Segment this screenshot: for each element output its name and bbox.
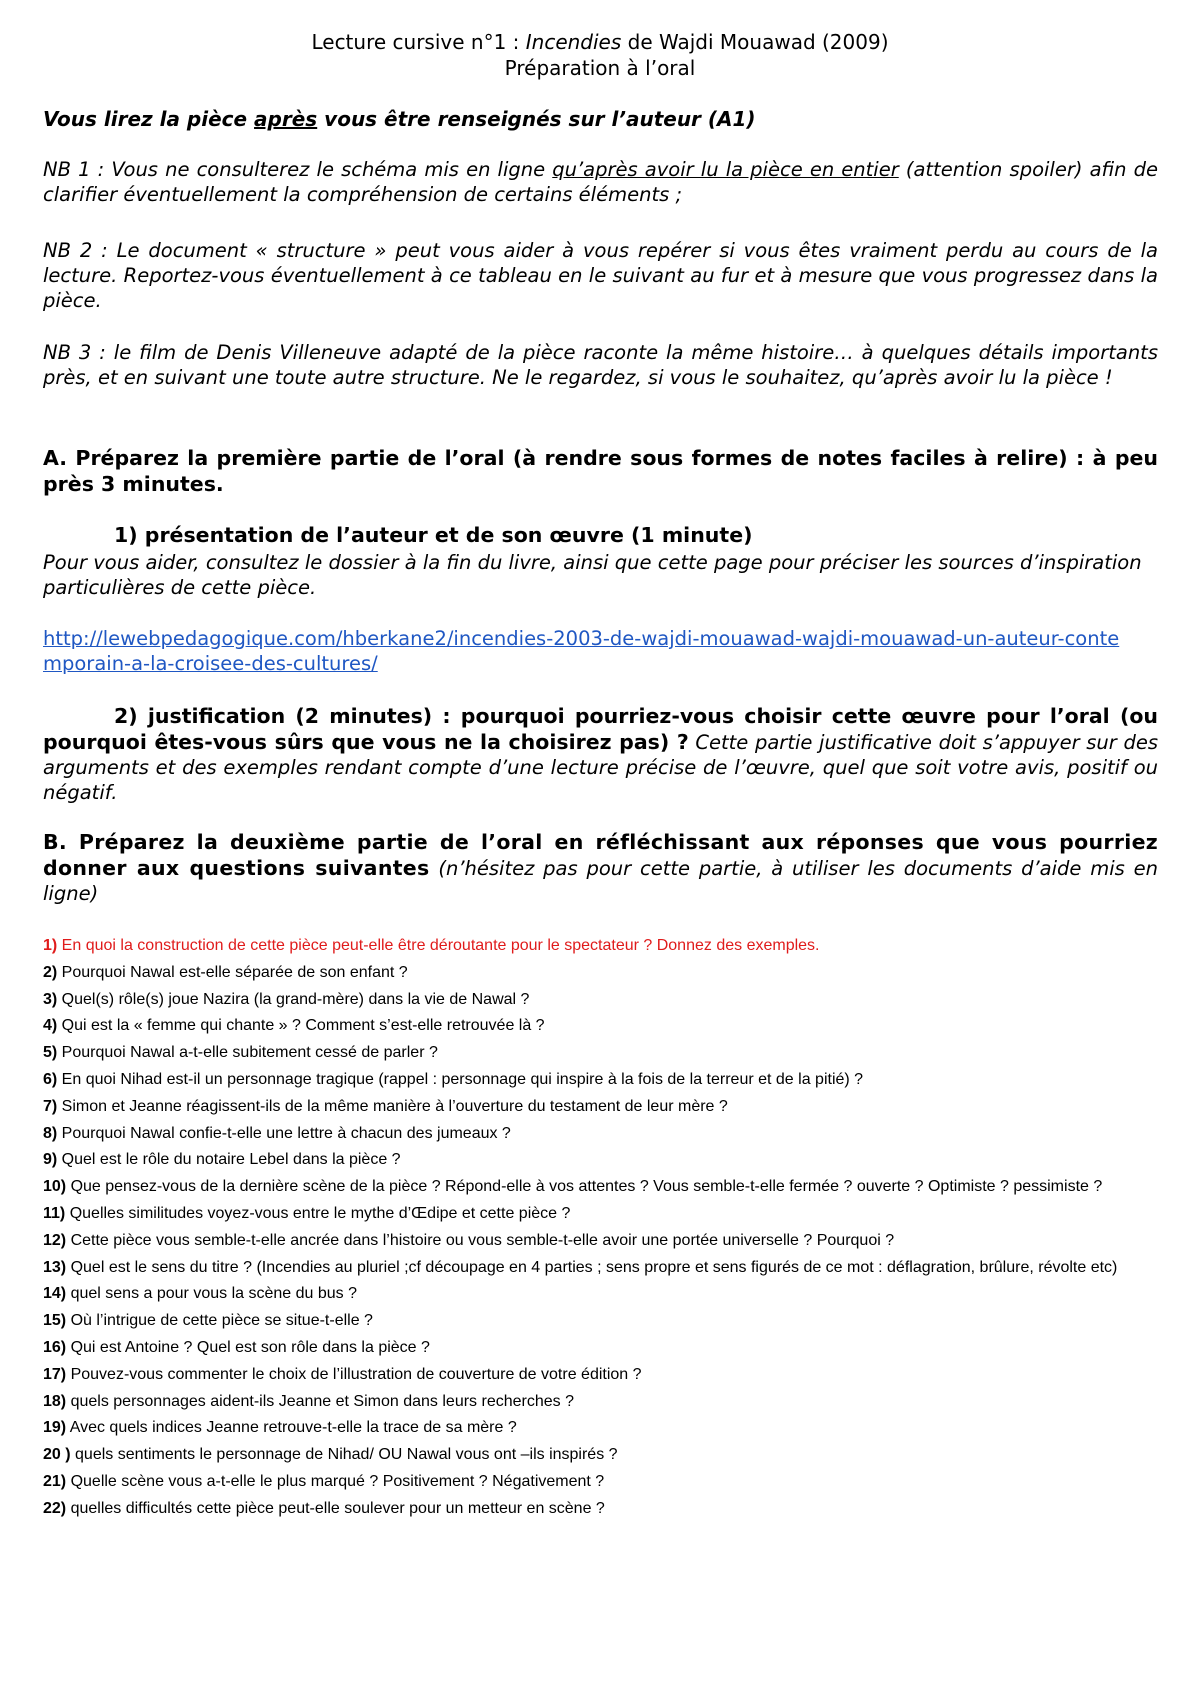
question-item: 16) Qui est Antoine ? Quel est son rôle dans la pièce ?	[43, 1338, 430, 1356]
question-item: 22) quelles difficultés cette pièce peut-elle soulever pour un metteur en scène ?	[43, 1499, 605, 1517]
question-item: 14) quel sens a pour vous la scène du bus ?	[43, 1285, 357, 1303]
title-prefix: Lecture cursive n°1 :	[311, 30, 526, 54]
question-item: 20 ) quels sentiments le personnage de Nihad/ OU Nawal vous ont –ils inspirés ?	[43, 1446, 618, 1464]
question-item: 1) En quoi la construction de cette pièce peut-elle être déroutante pour le spectateur ? Donnez des exemples.	[43, 937, 820, 954]
nb1-pre: NB 1 : Vous ne consulterez le schéma mis en ligne	[43, 158, 553, 181]
question-item: 6) En quoi Nihad est-il un personnage tragique (rappel : personnage qui inspire à la fois de la terreur et de la pitié) ?	[43, 1070, 864, 1088]
question-item: 10) Que pensez-vous de la dernière scène de la pièce ? Répond-elle à vos attentes ? Vous semble-t-elle fermée ? ouverte ? Optimiste ? pessimiste ?	[43, 1178, 1103, 1196]
question-item: 4) Qui est la « femme qui chante » ? Comment s’est-elle retrouvée là ?	[43, 1017, 545, 1035]
reference-link-wrap	[43, 626, 1123, 676]
nb1-emphasis: qu’après avoir lu la pièce en entier	[552, 158, 899, 181]
nb2-paragraph: NB 2 : Le document « structure » peut vous aider à vous repérer si vous êtes vraiment perdu au cours de la lecture. Reportez-vous éventuellement à ce tableau en le suivant au fur et à mesure que vous progressez dans la pièce.	[43, 239, 1158, 312]
section-a-part2-title: 2) justification (2 minutes) : pourquoi pourriez-vous choisir cette œuvre pour l’oral (ou pourquoi êtes-vous sûrs que vous ne la choisirez pas) ?	[43, 704, 1158, 754]
nb3-paragraph: NB 3 : le film de Denis Villeneuve adapté de la pièce raconte la même histoire… à quelques détails importants près, et en suivant une toute autre structure. Ne le regardez, si vous le souhaitez, qu’après avoir lu la pièce !	[43, 341, 1158, 389]
question-item: 12) Cette pièce vous semble-t-elle ancrée dans l’histoire ou vous semble-t-elle avoir une portée universelle ? Pourquoi ?	[43, 1231, 895, 1249]
lead-post: vous être renseignés sur l’auteur (A1)	[317, 107, 756, 131]
section-b-note: (n’hésitez pas pour cette partie, à utiliser les documents d’aide mis en ligne)	[43, 857, 1159, 905]
lead-pre: Vous lirez la pièce	[43, 107, 255, 131]
question-item: 11) Quelles similitudes voyez-vous entre le mythe d’Œdipe et cette pièce ?	[43, 1204, 571, 1222]
document-title	[0, 29, 1200, 56]
nb1-paragraph	[43, 157, 1158, 207]
question-item: 18) quels personnages aident-ils Jeanne et Simon dans leurs recherches ?	[43, 1392, 574, 1410]
section-a-part2	[43, 703, 1158, 805]
title-suffix: de Wajdi Mouawad (2009)	[621, 30, 889, 54]
reference-link[interactable]: http://lewebpedagogique.com/hberkane2/incendies-2003-de-wajdi-mouawad-wajdi-mouawad-un-auteur-contemporain-a-la-croisee-des-cultures/	[43, 627, 1120, 675]
question-item: 13) Quel est le sens du titre ? (Incendies au pluriel ;cf découpage en 4 parties ; sens propre et sens figurés de ce mot : déflagration, brûlure, révolte etc)	[43, 1258, 1118, 1276]
question-item: 9) Quel est le rôle du notaire Lebel dans la pièce ?	[43, 1151, 401, 1169]
question-item: 15) Où l’intrigue de cette pièce se situe-t-elle ?	[43, 1312, 373, 1330]
section-a-part1-title: 1) présentation de l’auteur et de son œuvre (1 minute)	[114, 523, 753, 547]
question-item: 17) Pouvez-vous commenter le choix de l’illustration de couverture de votre édition ?	[43, 1365, 642, 1383]
lead-emphasis: après	[254, 107, 318, 131]
question-item: 2) Pourquoi Nawal est-elle séparée de son enfant ?	[43, 963, 408, 981]
nb1-post: (attention spoiler) afin de clarifier éventuellement la compréhension de certains éléments ;	[43, 158, 1158, 206]
question-item: 5) Pourquoi Nawal a-t-elle subitement cessé de parler ?	[43, 1044, 438, 1062]
section-a-part1-text: Pour vous aider, consultez le dossier à la fin du livre, ainsi que cette page pour préciser les sources d’inspiration particulières de cette pièce.	[43, 551, 1142, 599]
title-work: Incendies	[525, 30, 622, 54]
question-item: 21) Quelle scène vous a-t-elle le plus marqué ? Positivement ? Négativement ?	[43, 1472, 605, 1490]
lead-instruction	[43, 107, 1158, 131]
section-a-part2-text: Cette partie justificative doit s’appuyer sur des arguments et des exemples rendant compte d’une lecture précise de l’œuvre, quel que soit votre avis, positif ou négatif.	[43, 731, 1158, 804]
questions-list	[43, 933, 1168, 1523]
question-item: 7) Simon et Jeanne réagissent-ils de la même manière à l’ouverture du testament de leur mère ?	[43, 1097, 728, 1115]
question-item: 19) Avec quels indices Jeanne retrouve-t-elle la trace de sa mère ?	[43, 1419, 517, 1437]
question-item: 3) Quel(s) rôle(s) joue Nazira (la grand-mère) dans la vie de Nawal ?	[43, 990, 530, 1008]
section-b-intro	[43, 829, 1158, 906]
section-b-title: B. Préparez la deuxième partie de l’oral en réfléchissant aux réponses que vous pourriez donner aux questions suivantes	[43, 830, 1158, 880]
document-subtitle: Préparation à l’oral	[504, 56, 696, 80]
section-a-title: A. Préparez la première partie de l’oral (à rendre sous formes de notes faciles à relire) : à peu près 3 minutes.	[43, 446, 1158, 496]
question-item: 8) Pourquoi Nawal confie-t-elle une lettre à chacun des jumeaux ?	[43, 1124, 511, 1142]
